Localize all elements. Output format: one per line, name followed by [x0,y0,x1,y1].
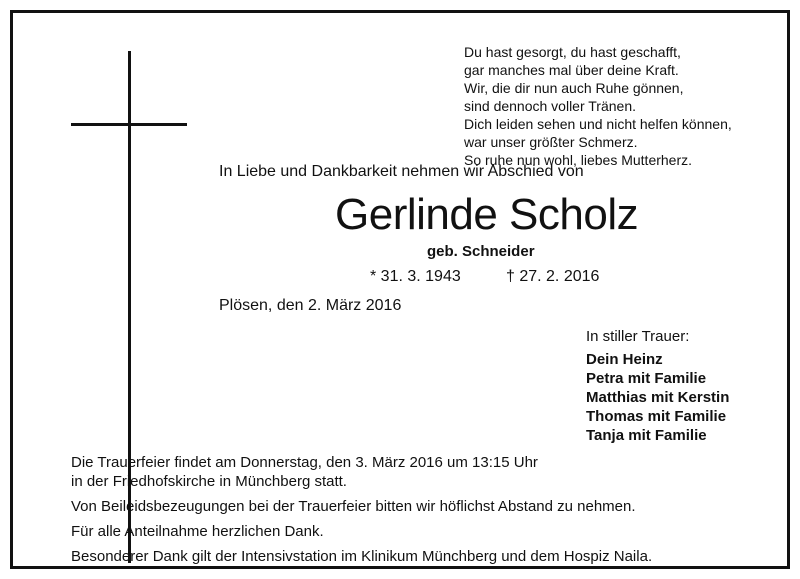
mourner-name: Tanja mit Familie [586,427,707,444]
poem-line: Wir, die dir nun auch Ruhe gönnen, [464,80,684,96]
intro-text: In Liebe und Dankbarkeit nehmen wir Abschied von [219,163,584,180]
funeral-info-line: in der Friedhofskirche in Münchberg statt. [71,473,347,490]
death-date: † 27. 2. 2016 [506,268,600,285]
mourner-name: Thomas mit Familie [586,408,727,425]
notes-block [71,453,652,566]
mourners-heading: In stiller Trauer: [586,328,690,345]
condolences-note: Von Beileidsbezeugungen bei der Trauerfeier bitten wir höflichst Abstand zu nehmen. [71,498,636,515]
mourners-list [586,350,729,445]
poem-line: So ruhe nun wohl, liebes Mutterherz. [464,152,693,168]
poem-line: sind dennoch voller Tränen. [464,98,636,114]
maiden-name: geb. Schneider [427,243,535,260]
poem-line: gar manches mal über deine Kraft. [464,62,679,78]
mourner-name: Dein Heinz [586,351,663,368]
mourner-name: Matthias mit Kerstin [586,389,730,406]
place-date: Plösen, den 2. März 2016 [219,297,402,314]
funeral-info-line: Die Trauerfeier findet am Donnerstag, den 3. März 2016 um 13:15 Uhr [71,454,538,471]
birth-date: * 31. 3. 1943 [370,268,461,285]
mourner-name: Petra mit Familie [586,370,707,387]
thanks-note: Für alle Anteilnahme herzlichen Dank. [71,523,324,540]
special-thanks-note: Besonderer Dank gilt der Intensivstation im Klinikum Münchberg und dem Hospiz Naila. [71,548,653,565]
poem [464,43,732,169]
poem-line: Du hast gesorgt, du hast geschafft, [464,44,681,60]
mourners-block [586,327,729,445]
obituary-frame [10,10,790,569]
cross-icon-horizontal [71,123,187,126]
poem-line: war unser größter Schmerz. [464,134,638,150]
poem-line: Dich leiden sehen und nicht helfen können, [464,116,732,132]
deceased-name: Gerlinde Scholz [335,190,639,239]
